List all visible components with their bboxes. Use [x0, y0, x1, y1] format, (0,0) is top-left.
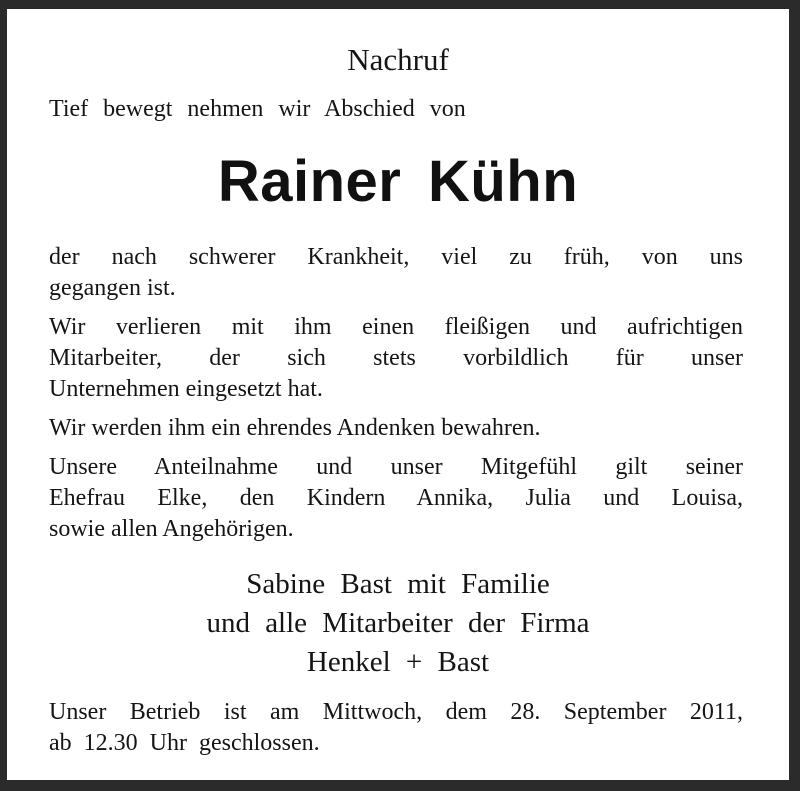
- text-line: Unser Betrieb ist am Mittwoch, dem 28. September 2011,: [49, 699, 743, 725]
- signature-line: und alle Mitarbeiter der Firma: [206, 607, 590, 639]
- closure-notice: [49, 697, 743, 759]
- text-line: Unsere Anteilnahme und unser Mitgefühl gilt seiner: [49, 454, 743, 480]
- deceased-name: Rainer Kühn: [217, 149, 579, 214]
- text-line: der nach schwerer Krankheit, viel zu früh, von uns: [49, 244, 743, 270]
- paragraph-condolences: [49, 452, 743, 545]
- intro-line: Tief bewegt nehmen wir Abschied von: [49, 96, 466, 122]
- text-line: sowie allen Angehörigen.: [49, 516, 294, 542]
- notice-title: Nachruf: [347, 42, 449, 77]
- text-line: ab 12.30 Uhr geschlossen.: [49, 730, 320, 756]
- signature-line: Henkel + Bast: [306, 646, 490, 678]
- text-line: Mitarbeiter, der sich stets vorbildlich für unser: [49, 345, 743, 371]
- text-line: Unternehmen eingesetzt hat.: [49, 376, 323, 402]
- text-line: gegangen ist.: [49, 275, 176, 301]
- signature-block: [7, 565, 789, 682]
- paragraph-employee: [49, 312, 743, 405]
- paragraph-illness: [49, 242, 743, 304]
- text-line: Wir verlieren mit ihm einen fleißigen und aufrichtigen: [49, 314, 743, 340]
- text-line: Ehefrau Elke, den Kindern Annika, Julia und Louisa,: [49, 485, 743, 511]
- text-line: Wir werden ihm ein ehrendes Andenken bewahren.: [49, 415, 541, 441]
- obituary-notice: [7, 9, 789, 780]
- signature-line: Sabine Bast mit Familie: [246, 568, 550, 600]
- paragraph-remembrance: [49, 413, 743, 444]
